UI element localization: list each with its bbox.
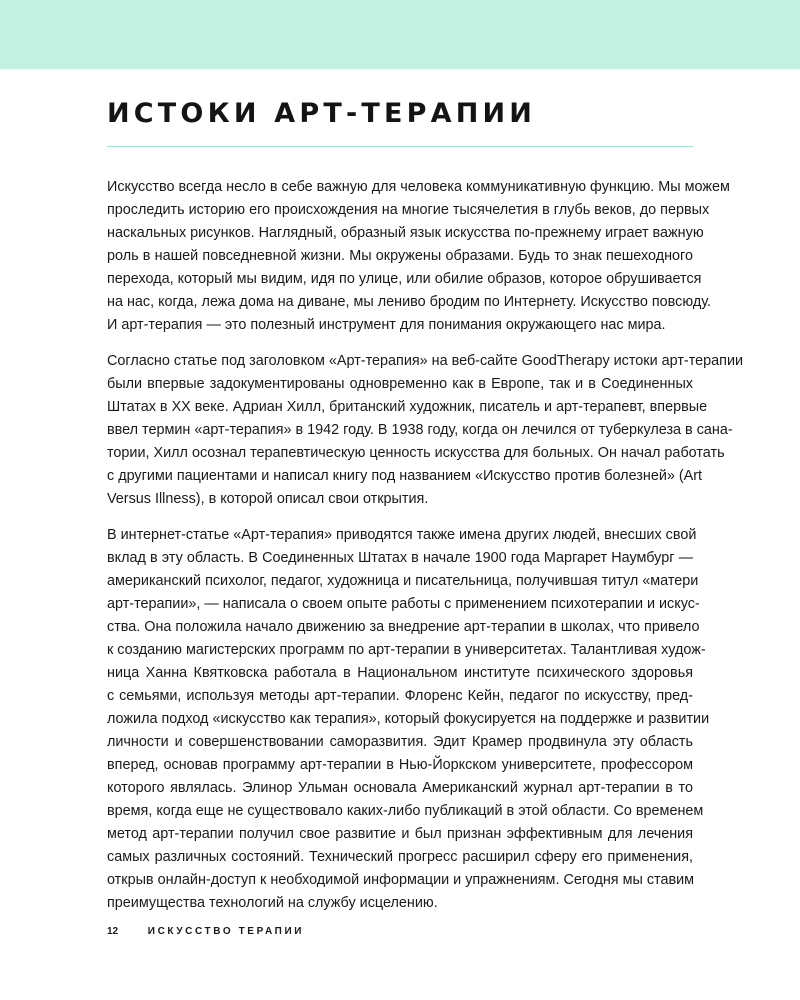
paragraph-1 xyxy=(107,176,730,337)
text-line: время, когда еще не существовало каких-либо публикаций в этой области. Со временем xyxy=(107,803,704,819)
text-line: роль в нашей повседневной жизни. Мы окружены образами. Будь то знак пешеходного xyxy=(107,248,693,264)
text-line: проследить историю его происхождения на многие тысячелетия в глубь веков, до первых xyxy=(107,202,710,218)
text-line: личности и совершенствовании саморазвития. Эдит Крамер продвинула эту область xyxy=(107,734,693,750)
text-line: наскальных рисунков. Наглядный, образный язык искусства по-прежнему играет важную xyxy=(107,225,704,241)
page-number: 12 xyxy=(107,926,119,937)
text-line: Versus Illness), в которой описал свои открытия. xyxy=(107,491,429,507)
header-color-band xyxy=(0,0,800,69)
text-line: которого являлась. Элинор Ульман основала Американский журнал арт-терапии в то xyxy=(107,780,693,796)
text-line: Согласно статье под заголовком «Арт-терапия» на веб-сайте GoodTherapy истоки арт-терапии xyxy=(107,353,744,369)
text-line: Штатах в XX веке. Адриан Хилл, британский художник, писатель и арт-терапевт, впервые xyxy=(107,399,708,415)
text-line: ства. Она положила начало движению за внедрение арт-терапии в школах, что привело xyxy=(107,619,700,635)
text-line: тории, Хилл осознал терапевтическую ценность искусства для больных. Он начал работать xyxy=(107,445,725,461)
text-line: самых различных состояний. Технический прогресс расширил сферу его применения, xyxy=(107,849,693,865)
text-line: преимущества технологий на службу исцелению. xyxy=(107,895,438,911)
text-line: И арт-терапия — это полезный инструмент для понимания окружающего нас мира. xyxy=(107,317,666,333)
text-line: ложила подход «искусство как терапия», который фокусируется на поддержке и развитии xyxy=(107,711,710,727)
text-line: перехода, который мы видим, идя по улице, или обилие образов, которое обрушивается xyxy=(107,271,702,287)
text-line: с семьями, используя методы арт-терапии. Флоренс Кейн, педагог по искусству, пред- xyxy=(107,688,693,704)
text-line: вперед, основав программу арт-терапии в Нью-Йоркском университете, профессором xyxy=(107,757,693,773)
text-line: Искусство всегда несло в себе важную для человека коммуникативную функцию. Мы можем xyxy=(107,179,730,195)
text-line: вклад в эту область. В Соединенных Штатах в начале 1900 года Маргарет Наумбург — xyxy=(107,550,693,566)
text-line: открыв онлайн-доступ к необходимой информации и упражнениям. Сегодня мы ставим xyxy=(107,872,695,888)
text-line: с другими пациентами и написал книгу под названием «Искусство против болезней» (Art xyxy=(107,468,703,484)
text-line: В интернет-статье «Арт-терапия» приводятся также имена других людей, внесших свой xyxy=(107,527,697,543)
paragraph-2 xyxy=(107,350,744,511)
body-text xyxy=(107,176,744,928)
running-title: ИСКУССТВО ТЕРАПИИ xyxy=(147,926,305,937)
chapter-title: ИСТОКИ АРТ-ТЕРАПИИ xyxy=(107,98,537,129)
text-line: арт-терапии», — написала о своем опыте работы с применением психотерапии и искус- xyxy=(107,596,700,612)
paragraph-3 xyxy=(107,524,710,915)
text-line: ница Ханна Квятковска работала в Национальном институте психического здоровья xyxy=(107,665,693,681)
page-footer xyxy=(107,926,304,937)
text-line: были впервые задокументированы одновременно как в Европе, так и в Соединенных xyxy=(107,376,693,392)
text-line: американский психолог, педагог, художница и писательница, получившая титул «матери xyxy=(107,573,699,589)
text-line: метод арт-терапии получил свое развитие и был признан эффективным для лечения xyxy=(107,826,693,842)
title-underline xyxy=(107,146,693,147)
text-line: ввел термин «арт-терапия» в 1942 году. В 1938 году, когда он лечился от туберкулеза в сана- xyxy=(107,422,733,438)
text-line: на нас, когда, лежа дома на диване, мы лениво бродим по Интернету. Искусство повсюду. xyxy=(107,294,711,310)
text-line: к созданию магистерских программ по арт-терапии в университетах. Талантливая худож- xyxy=(107,642,706,658)
